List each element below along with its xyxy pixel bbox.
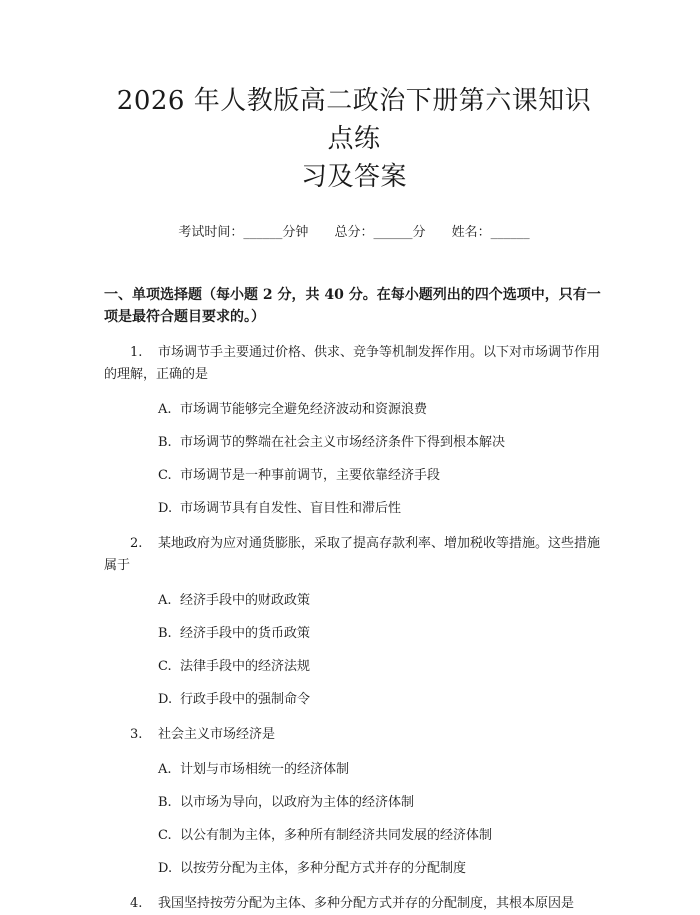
- question-text: 社会主义市场经济是: [158, 727, 276, 742]
- option-text: 经济手段中的货币政策: [180, 626, 311, 641]
- option-text: 市场调节是一种事前调节，主要依靠经济手段: [180, 468, 441, 483]
- document-title: [104, 0, 604, 196]
- option-text: 市场调节具有自发性、盲目性和滞后性: [180, 501, 402, 516]
- option-a: [158, 761, 604, 779]
- option-b: [158, 625, 604, 643]
- section-title: 一、单项选择题（每小题 2 分，共 40 分。在每小题列出的四个选项中，只有一项是最符合题目要求的。）: [104, 287, 601, 325]
- title-line-1: 2026 年人教版高二政治下册第六课知识点练: [116, 86, 592, 154]
- option-letter: D.: [158, 501, 173, 516]
- question-text: 我国坚持按劳分配为主体、多种分配方式并存的分配制度，其根本原因是: [158, 896, 575, 911]
- option-c: [158, 467, 604, 485]
- question-1: [104, 342, 604, 518]
- exam-score: 总分：______分: [334, 225, 426, 240]
- exam-meta: [104, 224, 604, 242]
- question-number: 3.: [130, 727, 143, 742]
- option-text: 计划与市场相统一的经济体制: [180, 762, 350, 777]
- option-text: 经济手段中的财政政策: [180, 593, 311, 608]
- question-2: [104, 533, 604, 709]
- option-d: [158, 860, 604, 878]
- option-c: [158, 658, 604, 676]
- question-number: 1.: [130, 345, 143, 360]
- option-letter: B.: [158, 435, 172, 450]
- option-letter: A.: [158, 593, 172, 608]
- option-text: 行政手段中的强制命令: [180, 692, 311, 707]
- question-number: 4.: [130, 896, 143, 911]
- option-letter: C.: [158, 468, 172, 483]
- question-number: 2.: [130, 536, 143, 551]
- option-text: 市场调节能够完全避免经济波动和资源浪费: [180, 402, 428, 417]
- question-4: [104, 893, 604, 915]
- option-letter: B.: [158, 626, 172, 641]
- option-text: 以公有制为主体，多种所有制经济共同发展的经济体制: [180, 828, 493, 843]
- question-stem: [104, 342, 604, 386]
- option-letter: D.: [158, 692, 173, 707]
- question-stem: [104, 893, 604, 915]
- option-letter: D.: [158, 861, 173, 876]
- option-text: 以市场为导向，以政府为主体的经济体制: [180, 795, 415, 810]
- exam-time: 考试时间：______分钟: [178, 225, 309, 240]
- question-stem: [104, 724, 604, 746]
- option-letter: C.: [158, 659, 172, 674]
- option-text: 法律手段中的经济法规: [180, 659, 311, 674]
- option-text: 市场调节的弊端在社会主义市场经济条件下得到根本解决: [180, 435, 506, 450]
- option-letter: C.: [158, 828, 172, 843]
- option-d: [158, 500, 604, 518]
- option-b: [158, 434, 604, 452]
- question-text: 某地政府为应对通货膨胀，采取了提高存款利率、增加税收等措施。这些措施属于: [104, 536, 601, 573]
- option-b: [158, 794, 604, 812]
- option-letter: A.: [158, 402, 172, 417]
- option-d: [158, 691, 604, 709]
- question-text: 市场调节手主要通过价格、供求、竞争等机制发挥作用。以下对市场调节作用的理解，正确的是: [104, 345, 601, 382]
- option-text: 以按劳分配为主体，多种分配方式并存的分配制度: [180, 861, 467, 876]
- exam-name: 姓名：______: [451, 225, 530, 240]
- title-line-2: 习及答案: [300, 162, 407, 192]
- option-letter: B.: [158, 795, 172, 810]
- option-a: [158, 401, 604, 419]
- question-stem: [104, 533, 604, 577]
- option-a: [158, 592, 604, 610]
- question-3: [104, 724, 604, 878]
- option-c: [158, 827, 604, 845]
- option-letter: A.: [158, 762, 172, 777]
